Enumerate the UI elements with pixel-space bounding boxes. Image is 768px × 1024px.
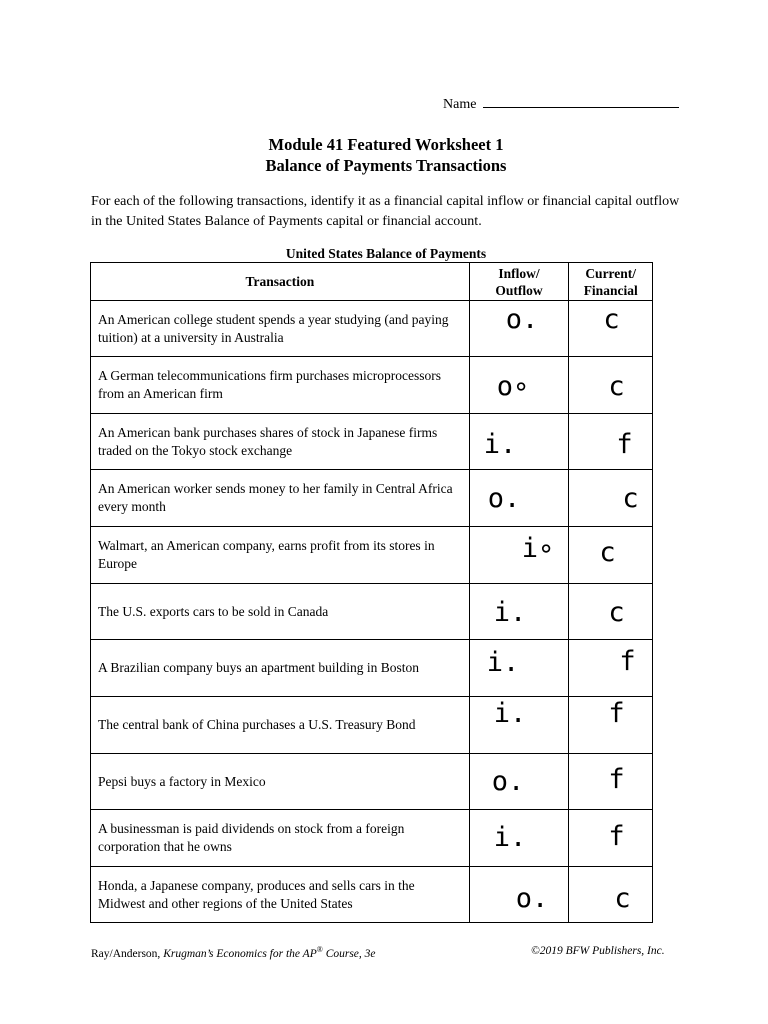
current-financial-answer[interactable]	[569, 697, 653, 754]
current-financial-answer[interactable]	[569, 640, 653, 697]
handwritten-io: i∘	[521, 533, 555, 564]
name-blank-line[interactable]	[483, 94, 679, 108]
inflow-outflow-answer[interactable]	[469, 301, 569, 357]
footer-course: Course, 3e	[322, 947, 376, 960]
table-row	[91, 867, 653, 923]
transaction-text: An American worker sends money to her family in Central Africa every month	[91, 470, 470, 527]
table-row	[91, 584, 653, 640]
inflow-outflow-answer[interactable]	[469, 414, 569, 470]
name-field[interactable]	[443, 94, 679, 113]
handwritten-io: i.	[493, 822, 527, 853]
handwritten-io: i.	[493, 698, 527, 729]
header-transaction: Transaction	[91, 263, 470, 301]
table-row	[91, 470, 653, 527]
current-financial-answer[interactable]	[569, 754, 653, 810]
table-row	[91, 301, 653, 357]
current-financial-answer[interactable]	[569, 584, 653, 640]
inflow-outflow-answer[interactable]	[469, 640, 569, 697]
footer-authors: Ray/Anderson,	[91, 947, 164, 960]
handwritten-cf: c	[622, 483, 639, 514]
footer-citation	[91, 945, 376, 960]
table-row	[91, 810, 653, 867]
transaction-text: A businessman is paid dividends on stock from a foreign corporation that he owns	[91, 810, 470, 867]
handwritten-cf: c	[608, 597, 625, 628]
inflow-outflow-answer[interactable]	[469, 357, 569, 414]
handwritten-cf: c	[608, 371, 625, 402]
handwritten-io: i.	[483, 429, 517, 460]
handwritten-cf: f	[608, 764, 625, 795]
handwritten-cf: f	[608, 698, 625, 729]
handwritten-io: i.	[493, 597, 527, 628]
instructions: For each of the following transactions, identify it as a financial capital inflow or financial capital outflow in the United States Balance of Payments capital or financial account.	[91, 194, 680, 229]
table-row	[91, 754, 653, 810]
current-financial-answer[interactable]	[569, 357, 653, 414]
transaction-text: An American college student spends a year studying (and paying tuition) at a university in Australia	[91, 301, 470, 357]
table-header-row	[91, 263, 653, 301]
inflow-outflow-answer[interactable]	[469, 754, 569, 810]
header-inflow-outflow	[469, 263, 569, 301]
footer-book-title: Krugman’s Economics for the AP	[163, 947, 317, 960]
header-current-line1: Current/	[585, 265, 637, 281]
current-financial-answer[interactable]	[569, 301, 653, 357]
handwritten-io: o.	[491, 766, 525, 797]
handwritten-cf: f	[616, 429, 633, 460]
transaction-text: An American bank purchases shares of stock in Japanese firms traded on the Tokyo stock exchange	[91, 414, 470, 470]
transaction-text: A German telecommunications firm purchases microprocessors from an American firm	[91, 357, 470, 414]
transaction-text: The central bank of China purchases a U.S. Treasury Bond	[91, 697, 470, 754]
title-line-1: Module 41 Featured Worksheet 1	[268, 135, 504, 154]
transaction-text: The U.S. exports cars to be sold in Canada	[91, 584, 470, 640]
current-financial-answer[interactable]	[569, 810, 653, 867]
handwritten-cf: f	[608, 821, 625, 852]
current-financial-answer[interactable]	[569, 527, 653, 584]
title-line-2: Balance of Payments Transactions	[265, 156, 507, 175]
name-label: Name	[443, 97, 477, 112]
inflow-outflow-answer[interactable]	[469, 867, 569, 923]
table-row	[91, 527, 653, 584]
transaction-text: A Brazilian company buys an apartment building in Boston	[91, 640, 470, 697]
handwritten-io: o.	[487, 483, 521, 514]
current-financial-answer[interactable]	[569, 867, 653, 923]
header-inflow-line2: Outflow	[495, 282, 543, 298]
current-financial-answer[interactable]	[569, 414, 653, 470]
worksheet-title	[0, 134, 768, 176]
header-inflow-line1: Inflow/	[498, 265, 540, 281]
handwritten-cf: f	[619, 646, 636, 677]
handwritten-cf: c	[599, 537, 616, 568]
handwritten-cf: c	[603, 304, 620, 335]
table-row	[91, 697, 653, 754]
transaction-text: Honda, a Japanese company, produces and sells cars in the Midwest and other regions of the United States	[91, 867, 470, 923]
table-row	[91, 640, 653, 697]
header-current-financial	[569, 263, 653, 301]
table-caption: United States Balance of Payments	[285, 246, 487, 261]
handwritten-io: o.	[515, 883, 549, 914]
table-row	[91, 414, 653, 470]
handwritten-io: i.	[486, 647, 520, 678]
current-financial-answer[interactable]	[569, 470, 653, 527]
handwritten-io: o.	[505, 304, 539, 335]
balance-of-payments-table	[90, 262, 653, 923]
handwritten-cf: c	[614, 883, 631, 914]
transaction-text: Walmart, an American company, earns profit from its stores in Europe	[91, 527, 470, 584]
inflow-outflow-answer[interactable]	[469, 470, 569, 527]
table-row	[91, 357, 653, 414]
inflow-outflow-answer[interactable]	[469, 584, 569, 640]
footer-copyright: ©2019 BFW Publishers, Inc.	[531, 945, 665, 957]
inflow-outflow-answer[interactable]	[469, 810, 569, 867]
footer-registered-mark: ®	[316, 945, 323, 954]
inflow-outflow-answer[interactable]	[469, 697, 569, 754]
inflow-outflow-answer[interactable]	[469, 527, 569, 584]
transaction-text: Pepsi buys a factory in Mexico	[91, 754, 470, 810]
handwritten-io: o∘	[496, 371, 530, 402]
header-current-line2: Financial	[583, 282, 638, 298]
